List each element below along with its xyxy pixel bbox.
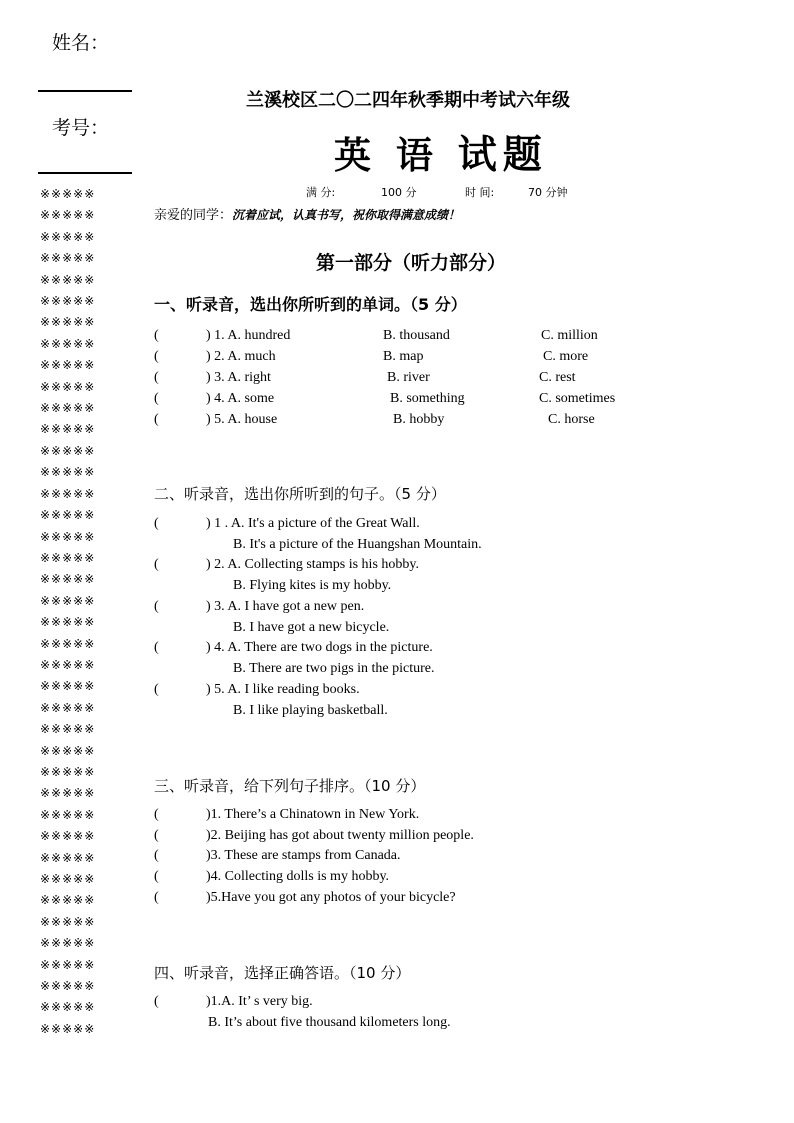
seal-mark-row: ※※※※※	[40, 593, 96, 608]
question-paren: (	[154, 807, 159, 822]
seal-mark-row: ※※※※※	[40, 379, 96, 394]
question-paren: (	[154, 682, 159, 697]
seal-mark-row: ※※※※※	[40, 486, 96, 501]
seal-mark-row: ※※※※※	[40, 722, 96, 737]
seal-mark-row: ※※※※※	[40, 529, 96, 544]
seal-mark-row: ※※※※※	[40, 465, 96, 480]
name-label: 姓名：	[52, 32, 110, 54]
question-paren: (	[154, 640, 159, 655]
seal-mark-row: ※※※※※	[40, 743, 96, 758]
question-option-a: ) 3. A. I have got a new pen.	[206, 599, 365, 614]
name-underline	[38, 90, 132, 92]
question-paren: (	[154, 848, 159, 863]
seal-mark-row: ※※※※※	[40, 401, 96, 416]
seal-mark-row: ※※※※※	[40, 957, 96, 972]
greeting-lead: 亲爱的同学：	[154, 208, 233, 223]
question-option-a: ) 4. A. There are two dogs in the picture.	[206, 640, 433, 655]
question-paren: (	[154, 828, 159, 843]
seal-mark-row: ※※※※※	[40, 208, 96, 223]
seal-mark-row: ※※※※※	[40, 914, 96, 929]
question-paren: (	[154, 557, 159, 572]
subject-title	[334, 124, 548, 180]
seal-mark-row: ※※※※※	[40, 936, 96, 951]
question-paren: (	[154, 391, 159, 406]
seal-mark-row: ※※※※※	[40, 807, 96, 822]
question-text: )5.Have you got any photos of your bicycle?	[206, 890, 456, 905]
seal-line-marks	[40, 184, 132, 1040]
seal-mark-row: ※※※※※	[40, 850, 96, 865]
question-option-b: B. map	[383, 349, 424, 364]
seal-mark-row: ※※※※※	[40, 229, 96, 244]
time-label: 时 间:	[465, 186, 495, 199]
question-option-c: C. more	[543, 349, 589, 364]
question-paren: (	[154, 328, 159, 343]
question-option-b: B. Flying kites is my hobby.	[233, 578, 392, 593]
question-option-b: B. It’s about five thousand kilometers long.	[208, 1015, 451, 1030]
seal-mark-row: ※※※※※	[40, 700, 96, 715]
question-option-c: C. sometimes	[539, 391, 616, 406]
seal-mark-row: ※※※※※	[40, 572, 96, 587]
greeting-encouragement: 沉着应试，认真书写，祝你取得满意成绩！	[232, 208, 461, 222]
question-option-a: ) 5. A. I like reading books.	[206, 682, 360, 697]
question-paren: (	[154, 349, 159, 364]
question-option-b: B. I like playing basketball.	[233, 703, 388, 718]
question-paren: (	[154, 890, 159, 905]
full-marks-value: 100 分	[381, 186, 417, 199]
question-option-b: B. It's a picture of the Huangshan Mountain.	[233, 537, 482, 552]
question-text: )4. Collecting dolls is my hobby.	[206, 869, 390, 884]
school-exam-title: 兰溪校区二〇二四年秋季期中考试六年级	[246, 90, 570, 111]
part-one-title: 第一部分（听力部分）	[316, 252, 507, 274]
section-4-title: 四、听录音，选择正确答语。（10 分）	[154, 964, 411, 982]
seal-mark-row: ※※※※※	[40, 272, 96, 287]
question-paren: (	[154, 370, 159, 385]
question-text: )3. These are stamps from Canada.	[206, 848, 401, 863]
question-paren: (	[154, 994, 159, 1009]
greeting	[154, 204, 460, 223]
question-text: )2. Beijing has got about twenty million people.	[206, 828, 474, 843]
section-2-title: 二、听录音，选出你所听到的句子。（5 分）	[154, 485, 446, 503]
seal-mark-row: ※※※※※	[40, 657, 96, 672]
seal-mark-row: ※※※※※	[40, 336, 96, 351]
seal-mark-row: ※※※※※	[40, 872, 96, 886]
section-1-title: 一、听录音，选出你所听到的单词。（5 分）	[154, 295, 467, 314]
seal-mark-row: ※※※※※	[40, 615, 96, 630]
seal-mark-row: ※※※※※	[40, 636, 96, 651]
seal-mark-row: ※※※※※	[40, 893, 96, 908]
seal-mark-row: ※※※※※	[40, 422, 96, 437]
question-option-a: ) 2. A. Collecting stamps is his hobby.	[206, 557, 419, 572]
question-paren: (	[154, 869, 159, 884]
seal-mark-row: ※※※※※	[40, 679, 96, 694]
section-3-title: 三、听录音，给下列句子排序。（10 分）	[154, 777, 426, 795]
question-option-a: )1.A. It’ s very big.	[206, 994, 313, 1009]
seal-mark-row: ※※※※※	[40, 1021, 96, 1036]
question-option-a: ) 1. A. hundred	[206, 328, 291, 343]
subject-title-suffix: 试题	[457, 133, 548, 178]
exam-number-label: 考号：	[52, 117, 110, 139]
seal-mark-row: ※※※※※	[40, 829, 96, 844]
question-option-b: B. thousand	[383, 328, 450, 343]
question-option-a: ) 5. A. house	[206, 412, 278, 427]
question-paren: (	[154, 516, 159, 531]
question-option-a: ) 3. A. right	[206, 370, 271, 385]
subject-title-prefix: 英 语	[334, 134, 458, 177]
question-paren: (	[154, 599, 159, 614]
question-option-b: B. something	[390, 391, 465, 406]
question-option-a: ) 1 . A. It's a picture of the Great Wall.	[206, 516, 420, 531]
question-option-b: B. There are two pigs in the picture.	[233, 661, 435, 676]
seal-mark-row: ※※※※※	[40, 508, 96, 523]
question-option-a: ) 2. A. much	[206, 349, 276, 364]
question-option-c: C. rest	[539, 370, 576, 385]
exam-number-underline	[38, 172, 132, 174]
question-option-c: C. horse	[548, 412, 595, 427]
full-marks-label: 满 分:	[306, 186, 336, 199]
question-option-b: B. I have got a new bicycle.	[233, 620, 390, 635]
seal-mark-row: ※※※※※	[40, 358, 96, 373]
question-option-c: C. million	[541, 328, 598, 343]
seal-mark-row: ※※※※※	[40, 187, 96, 201]
seal-mark-row: ※※※※※	[40, 443, 96, 458]
seal-mark-row: ※※※※※	[40, 1000, 96, 1015]
seal-mark-row: ※※※※※	[40, 979, 96, 994]
seal-mark-row: ※※※※※	[40, 294, 96, 309]
seal-mark-row: ※※※※※	[40, 550, 96, 565]
seal-mark-row: ※※※※※	[40, 764, 96, 779]
question-text: )1. There’s a Chinatown in New York.	[206, 807, 420, 822]
seal-mark-row: ※※※※※	[40, 315, 96, 330]
seal-mark-row: ※※※※※	[40, 786, 96, 801]
question-paren: (	[154, 412, 159, 427]
question-option-b: B. hobby	[393, 412, 445, 427]
time-value: 70 分钟	[528, 186, 568, 199]
seal-mark-row: ※※※※※	[40, 251, 96, 266]
question-option-a: ) 4. A. some	[206, 391, 275, 406]
question-option-b: B. river	[387, 370, 430, 385]
